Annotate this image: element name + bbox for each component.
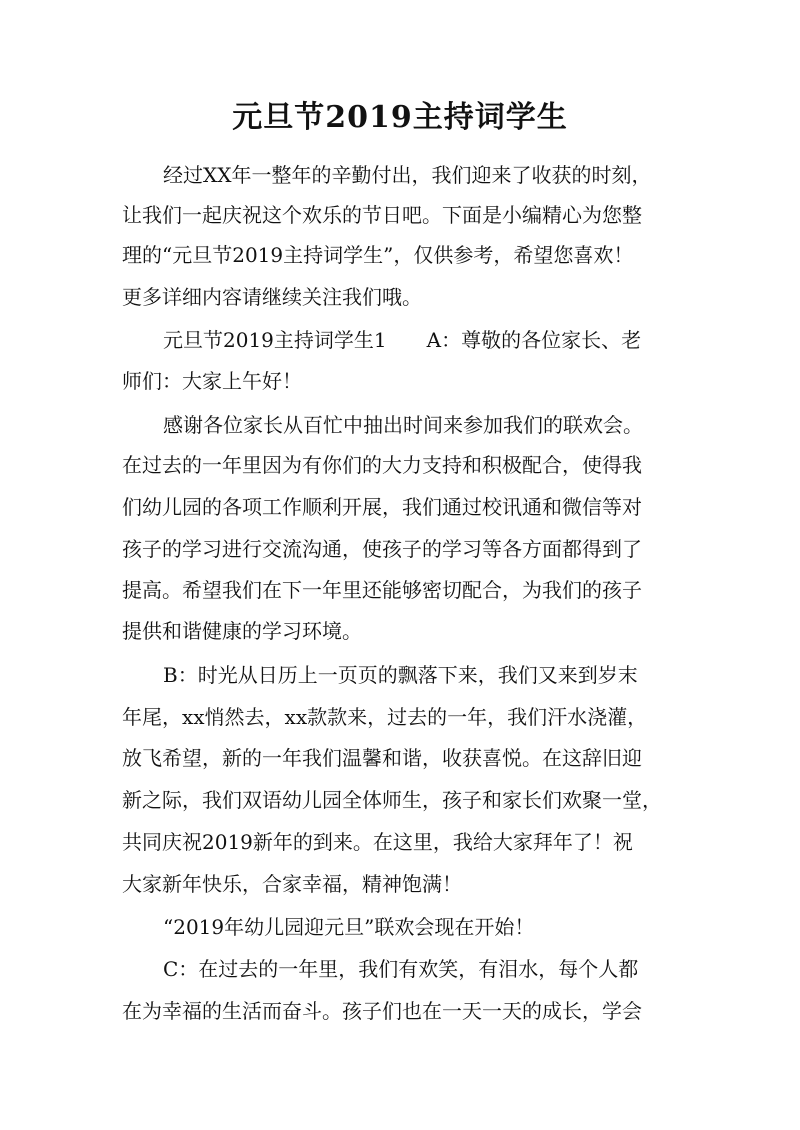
paragraph-line: B：时光从日历上一页页的飘落下来，我们又来到岁末 <box>163 663 638 687</box>
paragraph-line: 感谢各位家长从百忙中抽出时间来参加我们的联欢会。 <box>163 413 643 437</box>
paragraph-line: 提供和谐健康的学习环境。 <box>122 619 362 643</box>
paragraph-line: C：在过去的一年里，我们有欢笑，有泪水，每个人都 <box>163 957 639 981</box>
paragraph-line: 在为幸福的生活而奋斗。孩子们也在一天一天的成长，学会 <box>122 999 642 1023</box>
paragraph-line: 大家新年快乐，合家幸福，精神饱满！ <box>122 872 462 896</box>
paragraph-line: 元旦节2019主持词学生1 A：尊敬的各位家长、老 <box>163 328 642 352</box>
paragraph-line: 师们：大家上午好！ <box>122 369 302 393</box>
paragraph-line: 在过去的一年里因为有你们的大力支持和积极配合，使得我 <box>122 453 642 477</box>
paragraph-line: 孩子的学习进行交流沟通，使孩子的学习等各方面都得到了 <box>122 537 642 561</box>
paragraph-line: 年尾，xx悄然去，xx款款来，过去的一年，我们汗水浇灌， <box>122 705 648 729</box>
paragraph-line: 放飞希望，新的一年我们温馨和谐，收获喜悦。在这辞旧迎 <box>122 746 642 770</box>
paragraph-line: 共同庆祝2019新年的到来。在这里，我给大家拜年了！祝 <box>122 830 633 854</box>
paragraph-line: “2019年幼儿园迎元旦”联欢会现在开始！ <box>163 915 535 939</box>
paragraph-line: 理的“元旦节2019主持词学生”，仅供参考，希望您喜欢！ <box>122 243 634 267</box>
paragraph-line: 让我们一起庆祝这个欢乐的节日吧。下面是小编精心为您整 <box>122 203 642 227</box>
document-title: 元旦节2019主持词学生 <box>232 100 568 135</box>
paragraph-line: 们幼儿园的各项工作顺利开展，我们通过校讯通和微信等对 <box>122 495 642 519</box>
paragraph-line: 新之际，我们双语幼儿园全体师生，孩子和家长们欢聚一堂， <box>122 788 662 812</box>
paragraph-line: 经过XX年一整年的辛勤付出，我们迎来了收获的时刻， <box>163 163 652 187</box>
paragraph-line: 更多详细内容请继续关注我们哦。 <box>122 285 422 309</box>
paragraph-line: 提高。希望我们在下一年里还能够密切配合，为我们的孩子 <box>122 578 642 602</box>
